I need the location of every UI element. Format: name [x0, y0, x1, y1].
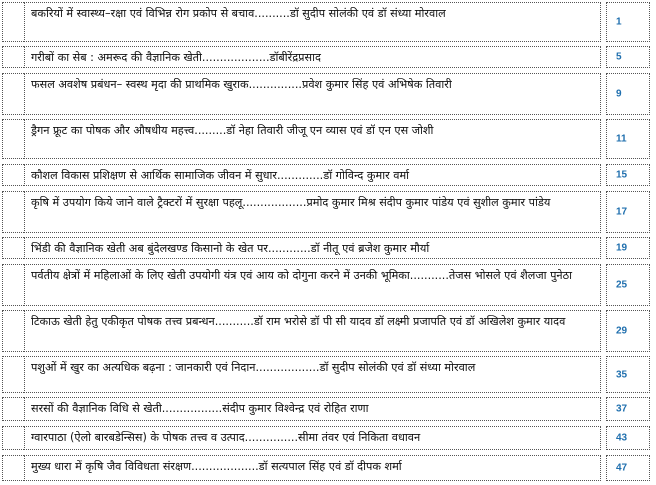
page-number-cell	[606, 46, 650, 68]
page-number[interactable]: 25	[616, 279, 628, 291]
page-number-cell	[606, 73, 650, 115]
article-title-cell	[24, 73, 601, 115]
toc-row	[0, 164, 656, 186]
page-number[interactable]: 47	[616, 462, 628, 474]
article-title[interactable]: टिकाऊ खेती हेतु एकीकृत पोषक तत्त्व प्रबन्धन...........डॉ राम भरोसे डॉ पी सी यादव डॉ लक्ष्मी प्रजापति एवं डॉ अखिलेश कुमार यादव	[31, 315, 566, 328]
page-number[interactable]: 5	[616, 51, 622, 63]
row-margin-cell	[2, 119, 24, 159]
row-margin-cell	[2, 73, 24, 115]
article-title[interactable]: गरीबों का सेब : अमरूद की वैज्ञानिक खेती...................डॉबीरेंद्रप्रसाद	[31, 51, 321, 64]
article-title-cell	[24, 356, 601, 393]
page-number[interactable]: 43	[616, 432, 628, 444]
page-number-cell	[606, 237, 650, 259]
article-title-cell	[24, 164, 601, 186]
row-margin-cell	[2, 397, 24, 421]
article-title-cell	[24, 310, 601, 352]
page-number[interactable]: 35	[616, 369, 628, 380]
toc-row	[0, 46, 656, 68]
row-margin-cell	[2, 356, 24, 393]
row-margin-cell	[2, 426, 24, 450]
row-margin-cell	[2, 310, 24, 352]
row-margin-cell	[2, 191, 24, 233]
toc-row	[0, 237, 656, 259]
article-title[interactable]: पशुओं में खुर का अत्यधिक बढ़ना : जानकारी एवं निदान..................डॉ सुदीप सोलंकी एवं डॉ संध्या मोरवाल	[31, 361, 476, 374]
toc-row	[0, 455, 656, 481]
article-title[interactable]: मुख्य धारा में कृषि जैव विविधता संरक्षण...................डॉ सत्यपाल सिंह एवं डॉ दीपक शर्मा	[31, 460, 402, 473]
article-title[interactable]: पर्वतीय क्षेत्रों में महिलाओं के लिए खेती उपयोगी यंत्र एवं आय को दोगुना करने में उनकी भूमिका...........तेजस भोसले एवं शैलजा पुनेठा	[31, 269, 573, 282]
toc-row	[0, 310, 656, 352]
toc-row	[0, 73, 656, 115]
toc-row	[0, 264, 656, 306]
article-title-cell	[24, 426, 601, 450]
page-number[interactable]: 15	[616, 169, 628, 181]
toc-row	[0, 191, 656, 233]
row-margin-cell	[2, 2, 24, 42]
page-number-cell	[606, 164, 650, 186]
article-title-cell	[24, 46, 601, 68]
page-number-cell	[606, 264, 650, 306]
row-margin-cell	[2, 164, 24, 186]
article-title[interactable]: बकरियों में स्वास्थ्य–रक्षा एवं विभिन्न रोग प्रकोप से बचाव..........डॉ सुदीप सोलंकी एवं डॉ संध्या मोरवाल	[31, 7, 446, 20]
page-number[interactable]: 29	[616, 325, 628, 337]
toc-row	[0, 119, 656, 159]
article-title-cell	[24, 2, 601, 42]
article-title-cell	[24, 264, 601, 306]
article-title-cell	[24, 191, 601, 233]
page-number[interactable]: 17	[616, 206, 628, 218]
toc-row	[0, 397, 656, 421]
page-number[interactable]: 1	[616, 16, 622, 28]
row-margin-cell	[2, 237, 24, 259]
article-title[interactable]: ग्वारपाठा (ऐलो बारबडेन्सिस) के पोषक तत्त्व व उत्पाद...............सीमा तंवर एवं निकिता वधावन	[31, 431, 421, 444]
page-number-cell	[606, 356, 650, 393]
toc-row	[0, 426, 656, 450]
article-title-cell	[24, 455, 601, 481]
article-title[interactable]: सरसों की वैज्ञानिक विधि से खेती.................संदीप कुमार विश्वेन्द्र एवं रोहित राणा	[31, 402, 369, 415]
article-title[interactable]: ड्रैगन फ्रूट का पोषक और औषधीय महत्त्व.........डॉ नेहा तिवारी जीजू एन व्यास एवं डॉ एन एस जोशी	[31, 124, 434, 137]
article-title-cell	[24, 119, 601, 159]
row-margin-cell	[2, 455, 24, 481]
article-title[interactable]: फसल अवशेष प्रबंधन– स्वस्थ मृदा की प्राथमिक खुराक...............प्रवेश कुमार सिंह एवं अभिषेक तिवारी	[31, 78, 452, 91]
row-margin-cell	[2, 46, 24, 68]
article-title-cell	[24, 237, 601, 259]
page-number-cell	[606, 397, 650, 421]
page-number-cell	[606, 2, 650, 42]
page-number-cell	[606, 191, 650, 233]
article-title[interactable]: भिंडी की वैज्ञानिक खेती अब बुंदेलखण्ड किसानो के खेत पर............डॉ नीतू एवं ब्रजेश कुमार मौर्या	[31, 242, 430, 255]
page-number[interactable]: 19	[616, 242, 628, 254]
article-title-cell	[24, 397, 601, 421]
row-margin-cell	[2, 264, 24, 306]
toc-row	[0, 356, 656, 393]
article-title[interactable]: कृषि में उपयोग किये जाने वाले ट्रैक्टरों में सुरक्षा पहलू..................प्रमोद कुमार मिश्र संदीप कुमार पांडेय एवं सुशील कुमार पांडेय	[31, 196, 551, 209]
page-number[interactable]: 11	[616, 133, 627, 145]
page-number-cell	[606, 426, 650, 450]
article-title[interactable]: कौशल विकास प्रशिक्षण से आर्थिक सामाजिक जीवन में सुधार.............डॉ गोविन्द कुमार वर्मा	[31, 169, 410, 182]
page-number-cell	[606, 119, 650, 159]
page-number[interactable]: 37	[616, 403, 628, 415]
page-number[interactable]: 9	[616, 88, 622, 100]
page-number-cell	[606, 455, 650, 481]
page-number-cell	[606, 310, 650, 352]
toc-row	[0, 2, 656, 42]
